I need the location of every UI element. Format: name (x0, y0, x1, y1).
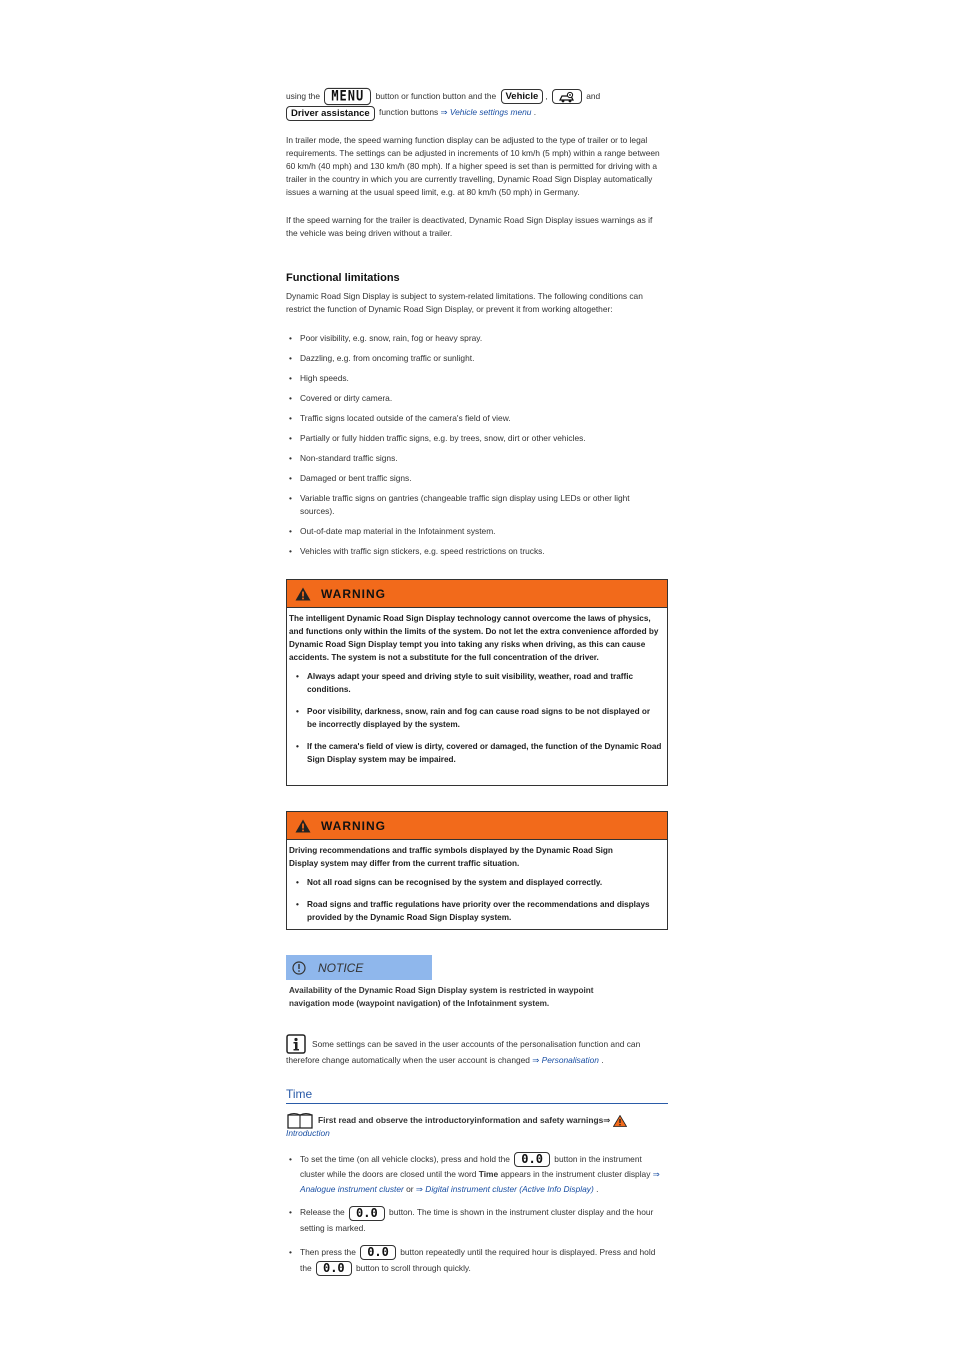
warning-header (287, 812, 667, 840)
warning-list (289, 670, 662, 766)
car-settings-icon (558, 91, 576, 103)
warning-title: WARNING (321, 818, 386, 833)
warning-triangle-icon (295, 819, 311, 833)
time-section-heading: Time (286, 1083, 668, 1104)
vehicle-function-key[interactable]: Vehicle (501, 89, 544, 104)
list-item: • Road signs and traffic regulations have priority over the recommendations and displays provided by the Dynamic Road Sign Display system. (293, 898, 652, 924)
info-icon (286, 1034, 306, 1054)
warning-box-2 (286, 811, 668, 930)
list-item: • Variable traffic signs on gantries (changeable traffic sign display using LEDs or other light sources). (286, 492, 650, 518)
exclamation-circle-icon (292, 961, 306, 975)
list-item: • Non-standard traffic signs. (286, 452, 666, 465)
list-item: • Partially or fully hidden traffic signs, e.g. by trees, snow, dirt or other vehicles. (286, 432, 666, 445)
book-icon (286, 1112, 314, 1130)
list-item: • Covered or dirty camera. (286, 392, 666, 405)
list-item: • Poor visibility, e.g. snow, rain, fog or heavy spray. (286, 332, 666, 345)
introduction-link[interactable]: Introduction (286, 1128, 330, 1138)
analogue-instrument-cluster-link[interactable]: ⇒ Analogue instrument cluster (300, 1169, 660, 1195)
list-item: • Always adapt your speed and driving style to suit visibility, weather, road and traffic conditions. (293, 670, 659, 696)
list-item: • If the camera's field of view is dirty, covered or damaged, the function of the Dynamic Road Sign Display system may be impaired. (293, 740, 665, 766)
warning-text: The intelligent Dynamic Road Sign Display technology cannot overcome the laws of physics, and functions only within the limits of the system. Do not let the extra convenience afforded by Dynamic Road Sign Display tempt you into taking any risks when driving, as this can cause accidents. The system is not a substitute for the full concentration of the driver. (289, 614, 659, 662)
read-first-paragraph: First read and observe the introductoryinformation and safety warnings⇒ Introduction (286, 1112, 668, 1140)
limitations-intro: Dynamic Road Sign Display is subject to system-related limitations. The following conditions can restrict the function of Dynamic Road Sign Display, or prevent it from working altogether: (286, 291, 643, 314)
list-item: • High speeds. (286, 372, 666, 385)
warning-text: Driving recommendations and traffic symbols displayed by the Dynamic Road Sign Display system may differ from the current traffic situation. (289, 846, 613, 868)
warning-triangle-icon (613, 1115, 627, 1127)
info-paragraph: Some settings can be saved in the user accounts of the personalisation function and can therefore change automatically when the user account is changed ⇒ Personalisation . (286, 1034, 668, 1068)
notice-header (286, 955, 432, 980)
zero-point-zero-button[interactable]: 0.0 (316, 1261, 352, 1276)
list-item: • To set the time (on all vehicle clocks), press and hold the 0.0 button in the instrument cluster while the doors are closed until the word Time appears in the instrument cluster display ⇒ Analogue instrument cluster or ⇒ Digital instrument cluster (Active Info Display) . (286, 1152, 662, 1197)
warning-list (289, 876, 659, 924)
notice-text: Availability of the Dynamic Road Sign Display system is restricted in waypoint navigation mode (waypoint navigation) of the Infotainment system. (289, 986, 594, 1008)
menu-button-key[interactable]: MENU (324, 88, 371, 105)
limitations-list (286, 332, 666, 565)
functional-limitations-heading: Functional limitations (286, 272, 400, 284)
vehicle-settings-menu-link[interactable]: ⇒ Vehicle settings menu (440, 107, 532, 118)
list-item: • Poor visibility, darkness, snow, rain and fog can cause road signs to be not displayed or be incorrectly displayed by the system. (293, 705, 659, 731)
notice-title: NOTICE (318, 960, 364, 975)
zero-point-zero-button[interactable]: 0.0 (514, 1152, 550, 1167)
list-item: • Vehicles with traffic sign stickers, e.g. speed restrictions on trucks. (286, 545, 666, 558)
list-item: • Traffic signs located outside of the camera's field of view. (286, 412, 666, 425)
list-item: • Damaged or bent traffic signs. (286, 472, 666, 485)
warning-title: WARNING (321, 586, 386, 601)
driver-assistance-key[interactable]: Driver assistance (286, 106, 375, 121)
list-item: • Release the 0.0 button. The time is shown in the instrument cluster display and the hour setting is marked. (286, 1205, 662, 1235)
trailer-deactivated-paragraph: If the speed warning for the trailer is deactivated, Dynamic Road Sign Display issues warnings as if the vehicle was being driven without a trailer. (286, 215, 653, 238)
list-item: • Not all road signs can be recognised by the system and displayed correctly. (293, 876, 659, 889)
warning-box-1 (286, 579, 668, 786)
warning-header (287, 580, 667, 608)
warning-triangle-icon (295, 587, 311, 601)
intro-paragraph: using the MENU button or function button and the Vehicle , and Driver assistance function buttons ⇒ Vehicle settings menu . (286, 88, 601, 119)
trailer-mode-paragraph: In trailer mode, the speed warning function display can be adjusted to the type of trailer or to legal requirements. The settings can be adjusted in increments of 10 km/h (5 mph) within a range between 60 km/h (40 mph) and 130 km/h (80 mph). If a higher speed is set than is permitted for driving with a trailer in the country in which you are currently travelling, Dynamic Road Sign Display automatically issues a warning at the usual speed limit, e.g. at 80 km/h (50 mph) in Germany. (286, 135, 660, 197)
personalisation-link[interactable]: ⇒ Personalisation (532, 1055, 599, 1065)
digital-instrument-cluster-link[interactable]: ⇒ Digital instrument cluster (Active Info Display) (415, 1184, 594, 1195)
settings-car-key[interactable] (552, 89, 582, 104)
zero-point-zero-button[interactable]: 0.0 (360, 1245, 396, 1260)
zero-point-zero-button[interactable]: 0.0 (349, 1206, 385, 1221)
time-steps-list (286, 1152, 668, 1276)
list-item: • Dazzling, e.g. from oncoming traffic or sunlight. (286, 352, 666, 365)
list-item: • Then press the 0.0 button repeatedly until the required hour is displayed. Press and hold the 0.0 button to scroll through quickly. (286, 1244, 662, 1277)
list-item: • Out-of-date map material in the Infotainment system. (286, 525, 666, 538)
